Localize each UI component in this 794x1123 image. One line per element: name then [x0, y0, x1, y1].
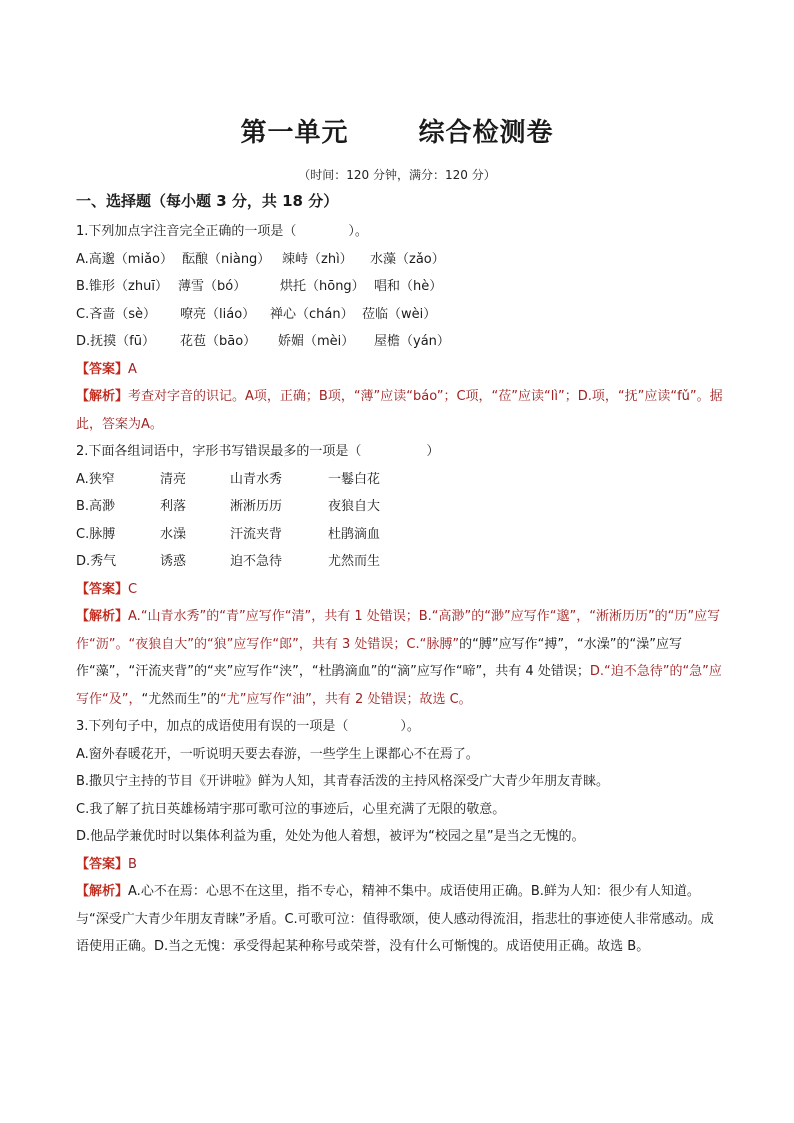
analysis-body: 的“膊”应写作“搏”，“水澡”的“澡”应写作“藻”，“汗流夹背”的“夹”应写作“浃”，“杜鹃滴血”的“滴”应写作“啼”，共有 4 处错误；: [76, 636, 682, 679]
page-title: [0, 112, 794, 149]
question-3: [76, 713, 724, 961]
option-cell: 夜狼自大: [328, 499, 381, 514]
option-row: [76, 273, 724, 301]
option-row: [76, 301, 724, 329]
option-cell: 水澡: [160, 526, 187, 542]
option-cell: 莅临（wèi）: [362, 306, 437, 322]
analysis-body: “尤”应写作“油”，共有 2 处错误；故选 C。: [219, 691, 472, 707]
analysis-body: A.“山青水秀”的“青”应写作“清”，共有 1 处错误；B.“高渺”的“渺”应写作“邈”，“淅淅历历”的“历”应写作“沥”。“夜狼自大”的“狼”应写作“郎”，共有 3 处错误；C.“脉膊”: [76, 609, 721, 652]
answer-value: C: [128, 581, 138, 597]
option-cell: A.狭窄: [76, 471, 115, 487]
option-cell: 娇媚（mèi）: [278, 334, 355, 349]
option-row: [76, 246, 724, 274]
option-cell: 花苞（bāo）: [180, 334, 257, 349]
option-cell: 淅淅历历: [230, 499, 283, 514]
option-cell: C.脉膊: [76, 526, 116, 542]
analysis-body: 考查对字音的识记。A项，正确；B项，“薄”应读“báo”；C项，“莅”应读“lì”；D.项，“抚”应读“fǔ”。据此，答案为A。: [76, 389, 723, 432]
answer-label: 【答案】: [76, 581, 129, 597]
question-stem: 2.下面各组词语中，字形书写错误最多的一项是（ ）: [76, 444, 440, 459]
question-1: [76, 218, 724, 438]
option-cell: B.高渺: [76, 499, 116, 514]
option-cell: 屋檐（yán）: [374, 334, 450, 349]
option-cell: 薄雪（bó）: [178, 279, 247, 294]
option-cell: 唱和（hè）: [374, 279, 443, 294]
answer-line: [76, 576, 724, 604]
option-cell: 一鬈白花: [328, 471, 381, 487]
option-cell: 烘托（hōng）: [280, 279, 365, 294]
option-cell: 酝酿（niàng）: [182, 251, 271, 267]
option-cell: 利落: [160, 499, 187, 514]
option-cell: D.秀气: [76, 554, 117, 569]
analysis-label: 【解析】: [76, 884, 129, 899]
option-row: [76, 521, 724, 549]
analysis-text: [76, 603, 724, 713]
analysis-text: [76, 878, 724, 961]
answer-line: [76, 356, 724, 384]
option-cell: C.吝啬（sè）: [76, 306, 156, 322]
option-cell: A.高邈（miǎo）: [76, 251, 173, 267]
analysis-label: 【解析】: [76, 389, 129, 404]
option-cell: 汗流夹背: [230, 526, 283, 542]
option-row: [76, 466, 724, 494]
answer-value: B: [128, 856, 137, 872]
answer-label: 【答案】: [76, 361, 129, 377]
option-cell: 迫不急待: [230, 554, 283, 569]
analysis-body: D.“迫不急待”的“急”应写作“及”，: [76, 664, 722, 707]
title-part-2: 综合检测卷: [418, 118, 554, 148]
option-cell: D.抚摸（fū）: [76, 334, 155, 349]
option-row: [76, 548, 724, 576]
option-row: [76, 328, 724, 356]
question-2: [76, 438, 724, 713]
section-heading: 一、选择题（每小题 3 分，共 18 分）: [76, 192, 339, 210]
analysis-body: A.心不在焉：心思不在这里，指不专心，精神不集中。成语使用正确。B.鲜为人知：很少有人知道。与“深受广大青少年朋友青睐”矛盾。C.可歌可泣：值得歌颂，使人感动得流泪，指悲壮的事迹使人非常感动。成语使用正确。D.当之无愧：承受得起某种称号或荣誉，没有什么可惭愧的。成语使用正确。故选 B。: [76, 884, 714, 954]
option-cell: 水藻（zǎo）: [370, 251, 445, 267]
option-row: D.他品学兼优时时以集体利益为重，处处为他人着想，被评为“校园之星”是当之无愧的。: [76, 829, 585, 844]
option-cell: 山青水秀: [230, 471, 283, 487]
option-cell: B.锥形（zhuī）: [76, 279, 168, 294]
option-cell: 嘹亮（liáo）: [180, 306, 256, 322]
question-stem: 3.下列句子中，加点的成语使用有误的一项是（ ）。: [76, 719, 420, 734]
answer-label: 【答案】: [76, 856, 129, 872]
answer-line: [76, 851, 724, 879]
answer-value: A: [128, 361, 137, 377]
title-part-1: 第一单元: [240, 118, 349, 148]
question-stem: 1.下列加点字注音完全正确的一项是（ ）。: [76, 224, 368, 239]
option-row: A.窗外春暖花开，一听说明天要去春游，一些学生上课都心不在焉了。: [76, 746, 479, 762]
exam-info: （时间：120 分钟，满分：120 分）: [298, 168, 496, 182]
option-cell: 尤然而生: [328, 554, 381, 569]
option-row: C.我了解了抗日英雄杨靖宇那可歌可泣的事迹后，心里充满了无限的敬意。: [76, 801, 506, 817]
option-cell: 杜鹃滴血: [328, 526, 381, 542]
option-cell: 禅心（chán）: [270, 306, 354, 322]
analysis-text: [76, 383, 724, 438]
analysis-label: 【解析】: [76, 609, 129, 624]
option-row: [76, 493, 724, 521]
option-row: B.撒贝宁主持的节目《开讲啦》鲜为人知，其青春活泼的主持风格深受广大青少年朋友青睐。: [76, 774, 610, 789]
analysis-body: “尤然而生”的: [141, 691, 220, 707]
option-cell: 竦峙（zhì）: [282, 251, 353, 267]
questions: [76, 218, 724, 961]
option-cell: 清亮: [160, 471, 187, 487]
option-cell: 诱惑: [160, 554, 187, 569]
